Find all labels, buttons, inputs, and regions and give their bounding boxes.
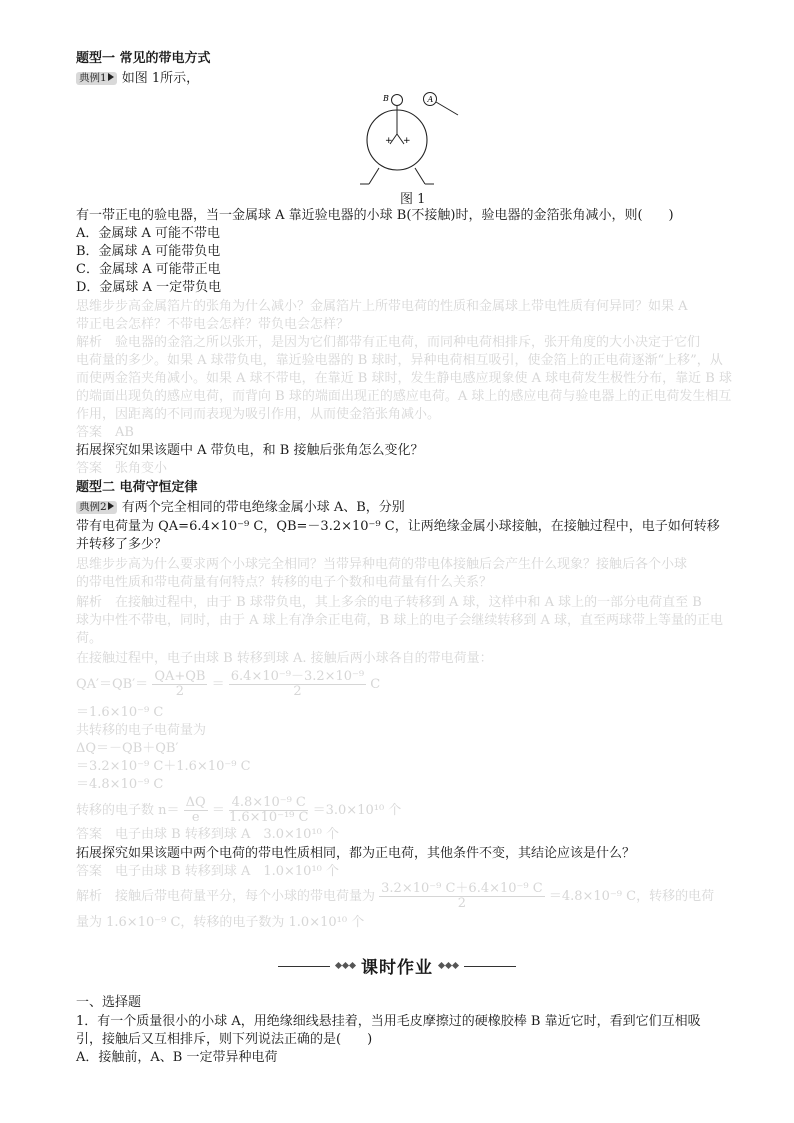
think1-line1: 思维步步高金属箔片的张角为什么减小？金属箔片上所带电荷的性质和金属球上带电性质有何异同？如果 A: [76, 299, 688, 314]
homework-title: 课时作业: [361, 958, 433, 978]
diamond-icon: [335, 962, 342, 969]
count-fraction-1: $\frac{\Delta Q}{e}$: [185, 795, 206, 825]
example2-intro-line: [76, 499, 746, 517]
answer2: 答案 电子由球 B 转移到球 A 3.0×10¹⁰ 个: [76, 827, 340, 842]
answer1: 答案 AB: [76, 425, 134, 440]
plus-sign-right: +: [403, 136, 411, 146]
example1-intro-line: [76, 70, 746, 88]
example2-badge: 典例2: [76, 501, 117, 514]
count-equation: [76, 794, 746, 828]
think2-line2: 的带电性质和带电荷量有何特点？转移的电子个数和电荷量有什么关系？: [76, 575, 493, 590]
option-a: A．金属球 A 可能不带电: [76, 226, 221, 241]
extend1-answer: 答案 张角变小: [76, 461, 168, 476]
extend2-fraction: $\frac{\text{3.2×10⁻⁹ C＋6.4×10⁻⁹ C}}{2}$: [381, 881, 543, 911]
question1-line2: 引，接触后又互相排斥，则下列说法正确的是( ): [76, 1032, 373, 1047]
count-left: 转移的电子数 n＝: [76, 803, 180, 818]
example1-badge: 典例1: [76, 72, 117, 85]
diamond-icon: [452, 962, 459, 969]
analysis1-line2: 电荷量的多少。如果 A 球带负电，靠近验电器的 B 球时，异种电荷相互吸引，使金箔上的正电荷逐渐“上移”，从: [76, 353, 723, 368]
analysis2-line2: 球为中性不带电，同时，由于 A 球上有净余正电荷，B 球上的电子会继续转移到 A 球，直至两球带上等量的正电: [76, 613, 723, 628]
electroscope-figure: [355, 88, 465, 198]
calc-intro: 在接触过程中，电子由球 B 转移到球 A. 接触后两小球各自的带电荷量：: [76, 651, 493, 666]
option-d: D．金属球 A 一定带负电: [76, 280, 222, 295]
transfer-line2: ＝3.2×10⁻⁹ C＋1.6×10⁻⁹ C: [76, 759, 251, 774]
option-c: C．金属球 A 可能带正电: [76, 262, 221, 277]
calc-equation: [76, 668, 746, 702]
analysis1-line1: 解析 验电器的金箔之所以张开，是因为它们都带有正电荷，而同种电荷相排斥，张开角度的大小决定于它们: [76, 335, 701, 350]
option-b: B．金属球 A 可能带负电: [76, 244, 221, 259]
transfer-line3: ＝4.8×10⁻⁹ C: [76, 777, 164, 792]
choice-section-label: 一、选择题: [76, 995, 142, 1010]
transfer-line1: ΔQ＝－QB＋QB′: [76, 741, 179, 756]
type2-title: 题型二 电荷守恒定律: [76, 480, 198, 495]
think1-line2: 带正电会怎样？不带电会怎样？带负电会怎样？: [76, 317, 350, 332]
transfer-title: 共转移的电子电荷量为: [76, 723, 207, 738]
divider-left: [278, 966, 330, 967]
analysis1-line3: 而使两金箔夹角减小。如果 A 球不带电，在靠近 B 球时，发生静电感应现象使 A 球电荷发生极性分布，靠近 B 球: [76, 371, 732, 386]
analysis2-line1: 解析 在接触过程中，由于 B 球带负电，其上多余的电子转移到 A 球，这样中和 A 球上的一部分电荷直至 B: [76, 595, 702, 610]
extend2-answer: 答案 电子由球 B 转移到球 A 1.0×10¹⁰ 个: [76, 864, 340, 879]
figure-caption: 图 1: [400, 192, 426, 207]
example1-intro: 如图 1所示，: [121, 71, 200, 86]
play-triangle-icon: [108, 502, 114, 510]
analysis2-line3: 荷。: [76, 631, 103, 646]
calc-fraction-2: $\frac{\text{6.4×10⁻⁹－3.2×10⁻⁹}}{2}$: [230, 669, 365, 699]
example2-intro: 有两个完全相同的带电绝缘金属小球 A、B，分别: [121, 500, 405, 515]
diamond-icon: [342, 962, 349, 969]
extend2: 拓展探究如果该题中两个电荷的带电性质相同，都为正电荷，其他条件不变，其结论应该是什么？: [76, 846, 636, 861]
example2-question: 带有电荷量为 QA=6.4×10⁻⁹ C，QB=－3.2×10⁻⁹ C，让两绝缘金属小球接触，在接触过程中，电子如何转移: [76, 519, 720, 534]
example1-question: 有一带正电的验电器，当一金属球 A 靠近验电器的小球 B(不接触)时，验电器的金箔张角减小，则( ): [76, 208, 674, 223]
count-result: ＝3.0×10¹⁰ 个: [312, 803, 402, 818]
plus-sign-left: +: [385, 136, 393, 146]
count-fraction-2: $\frac{\text{4.8×10⁻⁹ C}}{\text{1.6×10⁻¹⁹ C}}$: [229, 795, 309, 825]
extend2-analysis-line2: 量为 1.6×10⁻⁹ C，转移的电子数为 1.0×10¹⁰ 个: [76, 915, 365, 930]
question1-option-a: A．接触前，A、B 一定带异种电荷: [76, 1050, 278, 1065]
play-triangle-icon: [108, 73, 114, 81]
calc-unit: C: [370, 677, 381, 692]
calc-result: ＝1.6×10⁻⁹ C: [76, 705, 164, 720]
count-eq: ＝: [211, 803, 225, 818]
extend2-analysis: [76, 880, 746, 914]
calc-eq-left: QA′＝QB′＝: [76, 677, 149, 692]
label-b: B: [383, 94, 389, 103]
diamond-icon: [349, 962, 356, 969]
analysis1-line5: 作用，因距离的不同而表现为吸引作用，从而使金箔张角减小。: [76, 407, 441, 422]
extend1: 拓展探究如果该题中 A 带负电，和 B 接触后张角怎么变化？: [76, 443, 424, 458]
question1-line1: 1．有一个质量很小的小球 A，用绝缘细线悬挂着，当用毛皮摩擦过的硬橡胶棒 B 靠近它时，看到它们互相吸: [76, 1014, 701, 1029]
divider-right: [464, 966, 516, 967]
homework-section-header: [0, 953, 794, 978]
label-a: A: [427, 95, 434, 104]
example2-question2: 并转移了多少？: [76, 537, 168, 552]
calc-fraction-1: $\frac{QA+QB}{2}$: [154, 669, 206, 699]
think2-line1: 思维步步高为什么要求两个小球完全相同？当带异种电荷的带电体接触后会产生什么现象？接触后各个小球: [76, 557, 688, 572]
analysis1-line4: 的端面出现负的感应电荷，而背向 B 球的端面出现正的感应电荷。A 球上的感应电荷与验电器上的正电荷发生相互: [76, 389, 732, 404]
extend2-analysis-right: ＝4.8×10⁻⁹ C，转移的电荷: [548, 889, 715, 904]
type1-title: 题型一 常见的带电方式: [76, 51, 211, 66]
calc-eq-mid: ＝: [211, 677, 225, 692]
extend2-analysis-left: 解析 接触后带电荷量平分，每个小球的带电荷量为: [76, 889, 376, 904]
